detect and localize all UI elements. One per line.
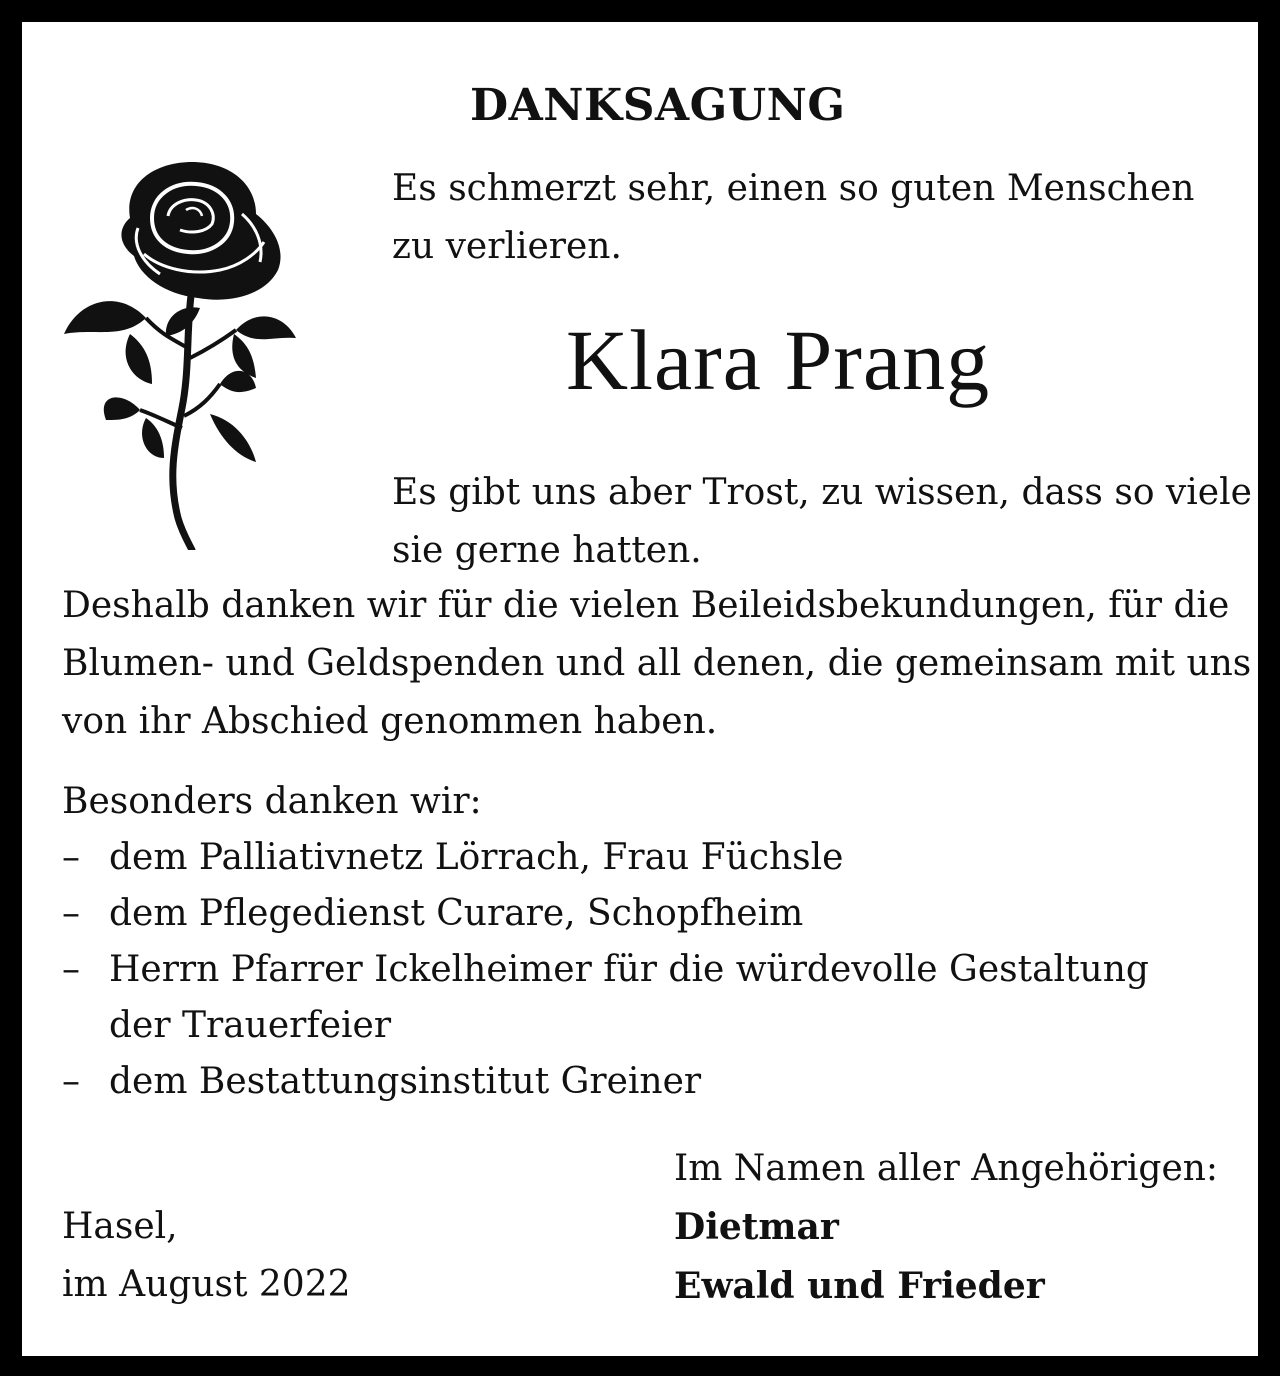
list-item [62,830,1149,886]
date: im August 2022 [62,1264,351,1305]
rose-icon [60,158,300,550]
thanks-line: Deshalb danken wir für die vielen Beileidsbekundungen, für die [62,585,1230,626]
intro-line: zu verlieren. [392,226,622,267]
special-thanks-list [62,830,1149,1110]
intro-line: Es schmerzt sehr, einen so guten Menschen [392,168,1195,209]
thanks-paragraph [62,577,1251,751]
thanks-line: Blumen- und Geldspenden und all denen, die gemeinsam mit uns [62,643,1252,684]
signature-block [674,1140,1218,1316]
list-item-text: dem Bestattungsinstitut Greiner [109,1061,702,1102]
list-item [62,886,1149,942]
list-item [62,942,1149,1054]
place-date [62,1198,351,1314]
list-item [62,1054,1149,1110]
intro-text [392,160,1194,276]
consolation-line: sie gerne hatten. [392,530,702,571]
signer: Dietmar [674,1206,839,1248]
signer: Ewald und Frieder [674,1265,1045,1307]
list-item-text: der Trauerfeier [109,1005,392,1046]
list-item-text: dem Pflegedienst Curare, Schopfheim [109,893,804,934]
consolation-line: Es gibt uns aber Trost, zu wissen, dass so viele [392,472,1252,513]
place: Hasel, [62,1206,178,1247]
obituary-notice [22,22,1258,1356]
list-item-text: Herrn Pfarrer Ickelheimer für die würdevolle Gestaltung [109,949,1149,990]
thanks-line: von ihr Abschied genommen haben. [62,701,718,742]
special-thanks-heading: Besonders danken wir: [62,781,482,822]
notice-heading: DANKSAGUNG [470,80,846,131]
consolation-text [392,464,1252,580]
signature-intro: Im Namen aller Angehörigen: [674,1148,1219,1189]
list-item-text: dem Palliativnetz Lörrach, Frau Füchsle [109,837,844,878]
deceased-name: Klara Prang [566,312,991,408]
